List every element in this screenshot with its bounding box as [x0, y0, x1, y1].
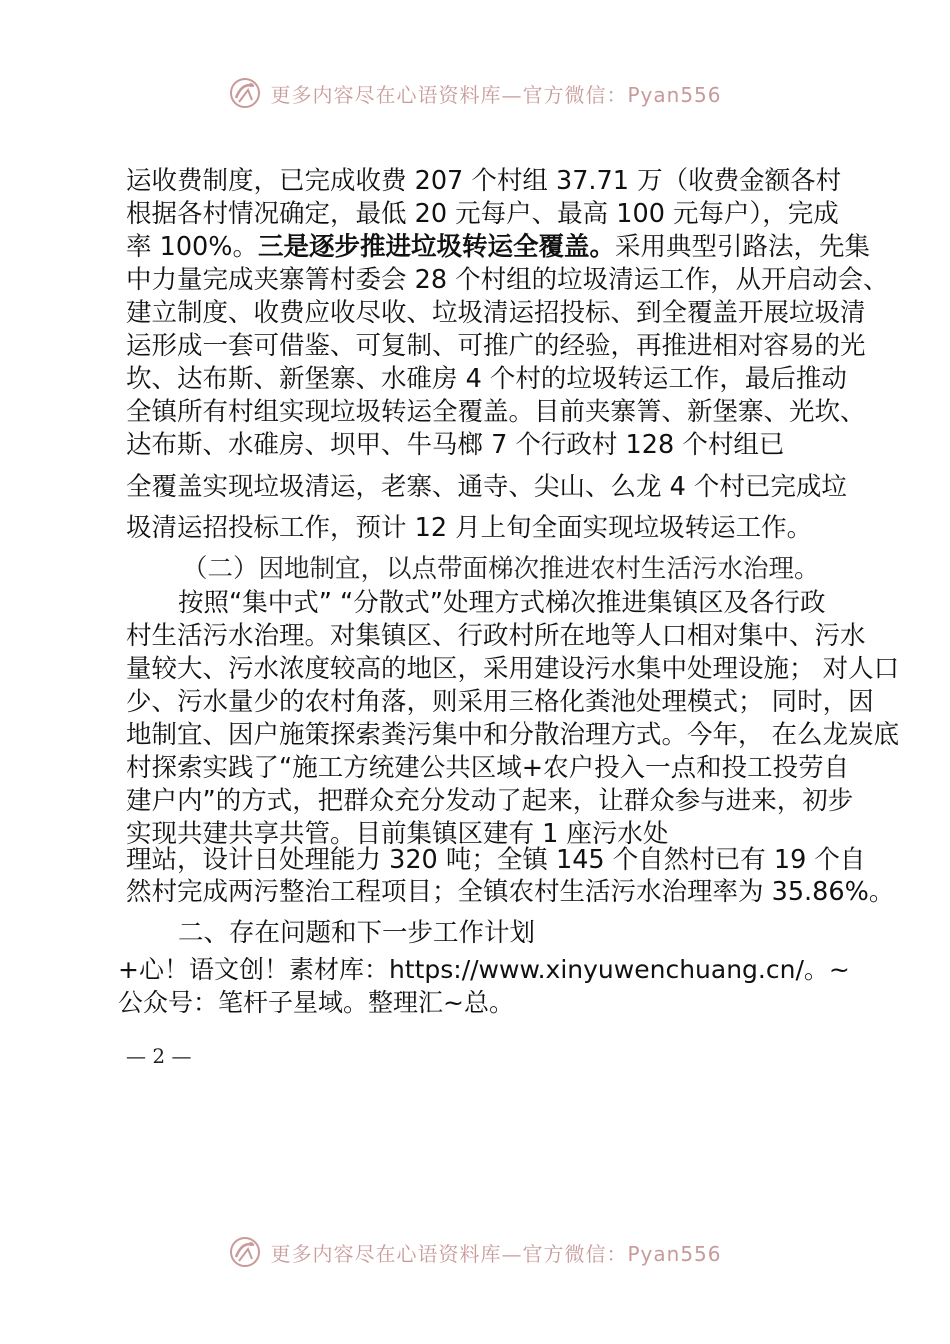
- body-line: 圾清运招投标工作，预计 12 月上旬全面实现垃圾转运工作。: [126, 513, 813, 543]
- watermark-footer: [0, 1232, 950, 1272]
- body-line: 中力量完成夹寨箐村委会 28 个村组的垃圾清运工作，从开启动会、: [126, 265, 889, 295]
- watermark-text: 更多内容尽在心语资料库—官方微信：Pyan556: [270, 82, 722, 107]
- body-line: 运收费制度，已完成收费 207 个村组 37.71 万（收费金额各村: [126, 166, 842, 196]
- body-line: 少、污水量少的农村角落，则采用三格化粪池处理模式； 同时，因: [126, 687, 874, 717]
- page-number: — 2 —: [126, 1044, 192, 1068]
- body-line: 根据各村情况确定，最低 20 元每户、最高 100 元每户），完成: [126, 199, 839, 229]
- bold-heading-three: 三是逐步推进垃圾转运全覆盖。: [258, 232, 616, 262]
- body-line: 村生活污水治理。对集镇区、行政村所在地等人口相对集中、污水: [126, 621, 866, 651]
- body-line: 运形成一套可借鉴、可复制、可推广的经验，再推进相对容易的光: [126, 331, 866, 361]
- body-line: 建立制度、收费应收尽收、垃圾清运招投标、到全覆盖开展垃圾清: [126, 298, 866, 328]
- body-line: 地制宜、因户施策探索粪污集中和分散治理方式。今年， 在么龙炭底: [126, 720, 900, 750]
- footer-promo-line: +心！语文创！素材库：https://www.xinyuwenchuang.cn/。~: [118, 955, 850, 984]
- body-line: 量较大、污水浓度较高的地区，采用建设污水集中处理设施； 对人口: [126, 654, 900, 684]
- body-line: 理站，设计日处理能力 320 吨；全镇 145 个自然村已有 19 个自: [126, 845, 866, 875]
- body-line: 达布斯、水碓房、坝甲、牛马榔 7 个行政村 128 个村组已: [126, 430, 785, 460]
- body-line: 建户内”的方式，把群众充分发动了起来，让群众参与进来，初步: [126, 786, 854, 816]
- body-line: 然村完成两污整治工程项目；全镇农村生活污水治理率为 35.86%。: [126, 877, 895, 907]
- body-line: 实现共建共享共管。目前集镇区建有 1 座污水处: [126, 819, 669, 849]
- body-line: 率 100%。三是逐步推进垃圾转运全覆盖。采用典型引路法，先集: [126, 232, 871, 262]
- body-line: 全镇所有村组实现垃圾转运全覆盖。目前夹寨箐、新堡寨、光坎、: [126, 397, 866, 427]
- body-line: 全覆盖实现垃圾清运，老寨、通寺、尖山、么龙 4 个村已完成垃: [126, 472, 847, 502]
- watermark-text: 更多内容尽在心语资料库—官方微信：Pyan556: [270, 1241, 722, 1266]
- body-line: 村探索实践了“施工方统建公共区域+农户投入一点和投工投劳自: [126, 753, 850, 783]
- body-line: 坎、达布斯、新堡寨、水碓房 4 个村的垃圾转运工作，最后推动: [126, 364, 847, 394]
- watermark-header: [0, 73, 950, 113]
- footer-promo-line: 公众号：笔杆子星域。整理汇~总。: [118, 988, 514, 1017]
- body-line: 按照“集中式” “分散式”处理方式梯次推进集镇区及各行政: [178, 588, 826, 618]
- watermark-logo-icon: [228, 1235, 262, 1269]
- subheading-two: （二）因地制宜，以点带面梯次推进农村生活污水治理。: [182, 554, 820, 584]
- watermark-logo-icon: [228, 76, 262, 110]
- section-heading: 二、存在问题和下一步工作计划: [178, 918, 536, 948]
